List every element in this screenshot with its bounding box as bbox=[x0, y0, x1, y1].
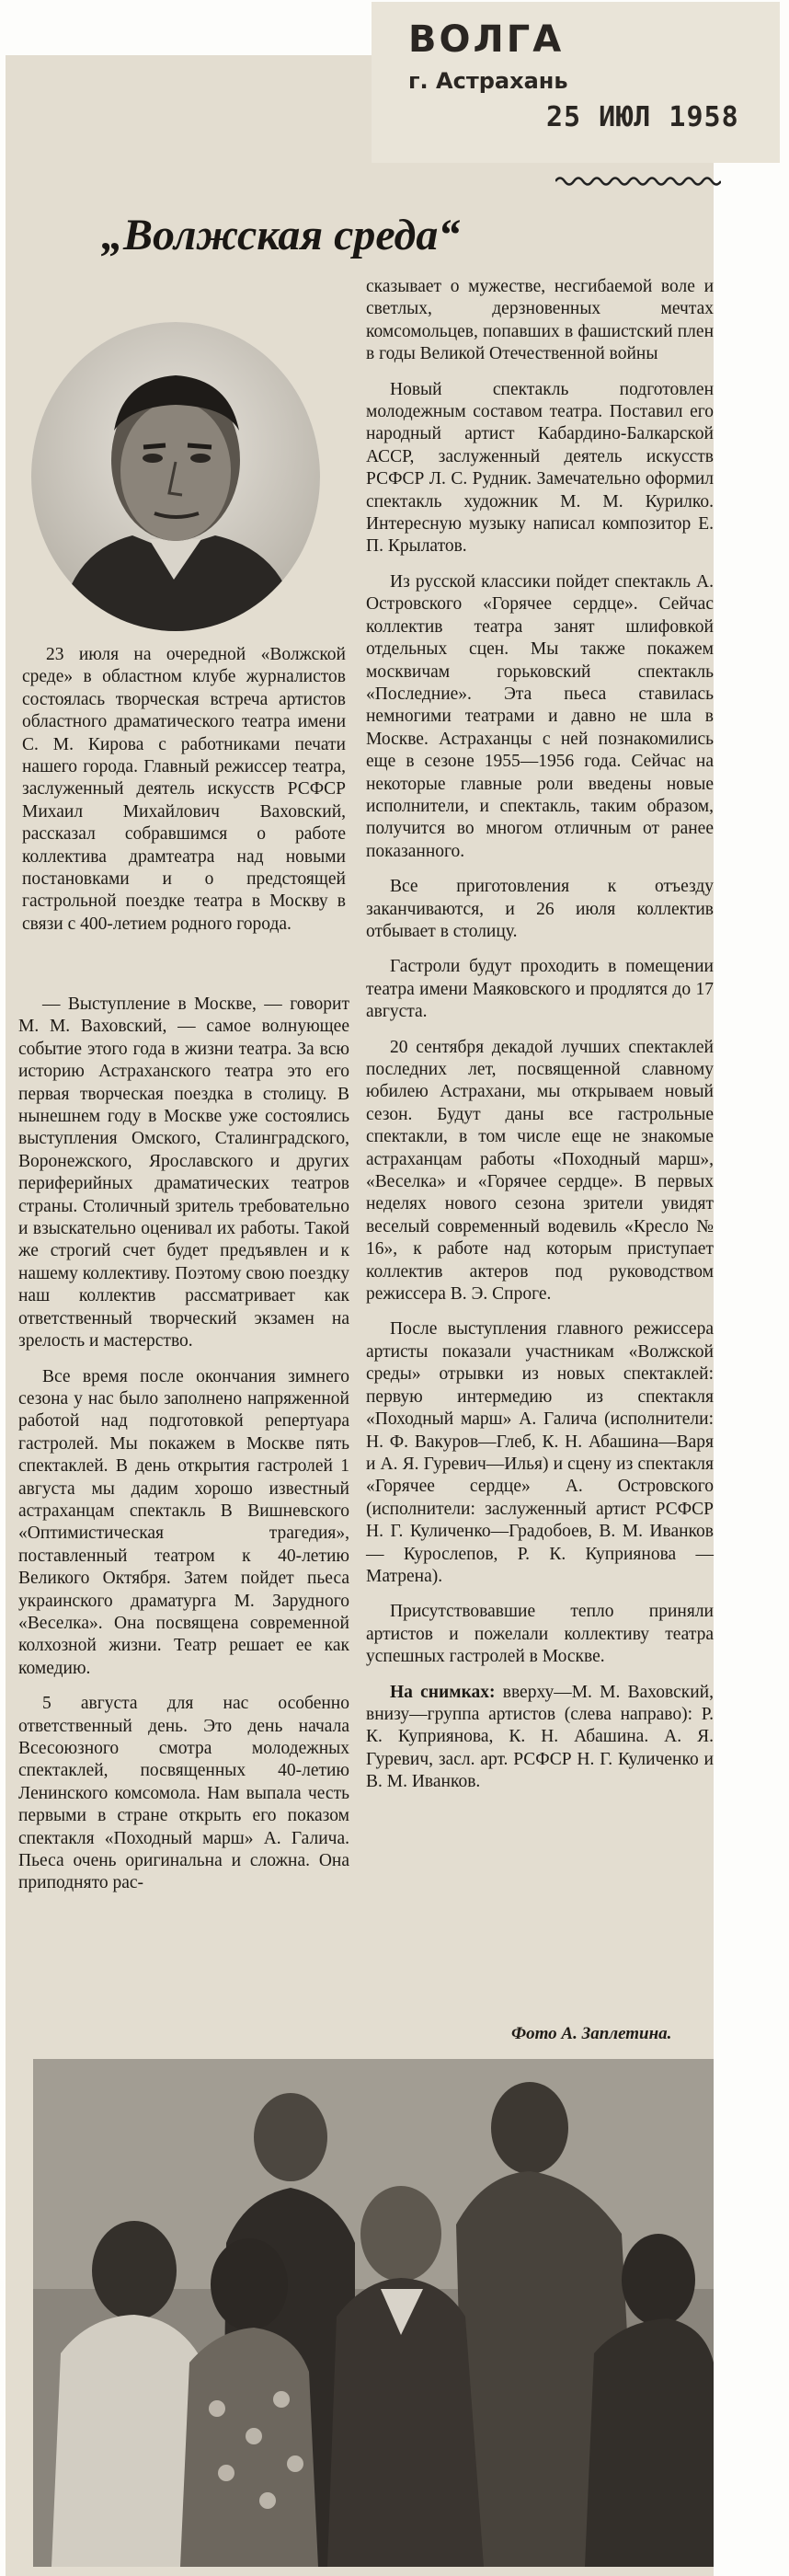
paragraph: сказывает о мужестве, несгибаемой воле и светлых, дерзновенных мечтах комсомольцев, попавших в фашистский плен в годы Великой Отечественной войны bbox=[366, 277, 714, 364]
paragraph: 23 июля на очередной «Волжской среде» в областном клубе журналистов состоялась творческая встреча артистов областного драматического театра имени С. М. Кирова с работниками печати нашего города. Главный режиссер театра, заслуженный деятель искусств РСФСР Михаил Михайлович Ваховский, рассказал собравшимся о работе коллектива драмтеатра над новыми постановками и о предстоящей гастрольной поездке театра в Москву в связи с 400-летием родного города. bbox=[22, 645, 346, 934]
paragraph: Гастроли будут проходить в помещении театра имени Маяковского и продлятся до 17 августа. bbox=[366, 957, 714, 1022]
caption-label: На снимках: bbox=[390, 1682, 496, 1702]
photo-caption bbox=[366, 1682, 714, 1794]
headline: „Волжская среда“ bbox=[101, 211, 461, 259]
group-photo bbox=[33, 2059, 714, 2567]
paragraph: Из русской классики пойдет спектакль А. Островского «Горячее сердце». Сейчас коллектив театра занят шлифовкой отдельных сцен. Мы также покажем москвичам горьковский спектакль «Последние». Эта пьеса ставилась немногими театрами и давно не шла в Москве. Астраханцы с ней познакомились еще в сезоне 1955—1956 года. Сейчас на некоторые главные роли введены новые исполнители, и спектакль, таким образом, получится во многом отличным от ранее показанного. bbox=[366, 571, 714, 861]
stamp-date: 25 ИЮЛ 1958 bbox=[546, 101, 739, 133]
stamp-city: г. Астрахань bbox=[408, 68, 568, 94]
paragraph: Все время после окончания зимнего сезона у нас было заполнено напряженной работой над подготовкой репертуара гастролей. Мы покажем в Москве пять спектаклей. В день открытия гастролей 1 августа мы дадим хорошо известный астраханцам спектакль В Вишневского «Оптимистическая трагедия», поставленный театром к 40-летию Великого Октября. Затем пойдет пьеса украинского драматурга М. Зарудного «Веселка». Она посвящена современной колхозной жизни. Театр решает ее как комедию. bbox=[18, 1366, 349, 1678]
paragraph: Новый спектакль подготовлен молодежным составом театра. Поставил его народный артист Кабардино-Балкарской АССР, заслуженный деятель искусств РСФСР Л. С. Рудник. Замечательно оформил спектакль художник М. М. Курилко. Интересную музыку написал композитор Е. П. Крылатов. bbox=[366, 379, 714, 557]
paragraph: Присутствовавшие тепло приняли артистов и пожелали коллективу театра успешных гастролей в Москве. bbox=[366, 1602, 714, 1667]
library-stamp bbox=[372, 2, 780, 163]
article-left-column bbox=[22, 644, 346, 949]
paragraph: — Выступление в Москве, — говорит М. М. Ваховский, — самое волнующее событие этого года в жизни театра. За всю историю Астраханского театра это его первая творческая поездка в столицу. В нынешнем году в Москве уже состоялись выступления Омского, Сталинградского, Воронежского, Ярославского и других периферийных драматических театров страны. Столичный зритель требовательно и взыскательно оценивал их работы. Такой же строгий счет будет предъявлен и к нашему коллективу. Поэтому свою поездку наш коллектив рассматривает как ответственный творческий экзамен на зрелость и мастерство. bbox=[18, 995, 349, 1351]
paragraph: Все приготовления к отъезду заканчиваются, и 26 июля коллектив отбывает в столицу. bbox=[366, 877, 714, 941]
stamp-newspaper-name: ВОЛГА bbox=[408, 18, 565, 61]
paragraph: 20 сентября декадой лучших спектаклей последних лет, посвященной славному юбилею Астрахани, мы открываем новый сезон. Будут даны все гастрольные спектакли, в том числе еще не знакомые астраханцам работы «Походный марш», «Веселка» и «Горячее сердце». В первых неделях нового сезона зрители увидят веселый современный водевиль «Кресло № 16», к работе над которым приступает коллектив актеров под руководством режиссера В. Э. Спроге. bbox=[366, 1037, 714, 1305]
caption-text: вверху—М. М. Ваховский, внизу—группа артистов (слева направо): Р. К. Куприянова, К. Н. Абашина. А. Я. Гуревич, засл. арт. РСФСР Н. Г. Куличенко и В. М. Иванков. bbox=[366, 1682, 714, 1792]
wavy-rule bbox=[555, 175, 721, 188]
paragraph: 5 августа для нас особенно ответственный день. Это день начала Всесоюзного смотра молодежных спектаклей, посвященных 40-летию Ленинского комсомола. Нам выпала честь первыми в стране открыть его показом спектакля «Походный марш» А. Галича. Пьеса очень оригинальна и сложна. Она приподнято рас- bbox=[18, 1694, 349, 1893]
photo-credit: Фото А. Заплетина. bbox=[511, 2024, 672, 2043]
portrait-photo bbox=[31, 322, 320, 631]
article-left-column-cont bbox=[18, 994, 349, 1908]
article-right-column bbox=[366, 276, 714, 1807]
paragraph: После выступления главного режиссера артисты показали участникам «Волжской среды» отрывки из новых спектаклей: первую интермедию из спектакля «Походный марш» А. Галича (исполнители: Н. Ф. Вакуров—Глеб, К. Н. Абашина—Варя и А. Я. Гуревич—Илья) и сцену из спектакля «Горячее сердце» А. Островского (исполнители: заслуженный артист РСФСР Н. Г. Куличенко—Градобоев, В. М. Иванков — Курослепов, Р. К. Куприянова — Матрена). bbox=[366, 1319, 714, 1586]
